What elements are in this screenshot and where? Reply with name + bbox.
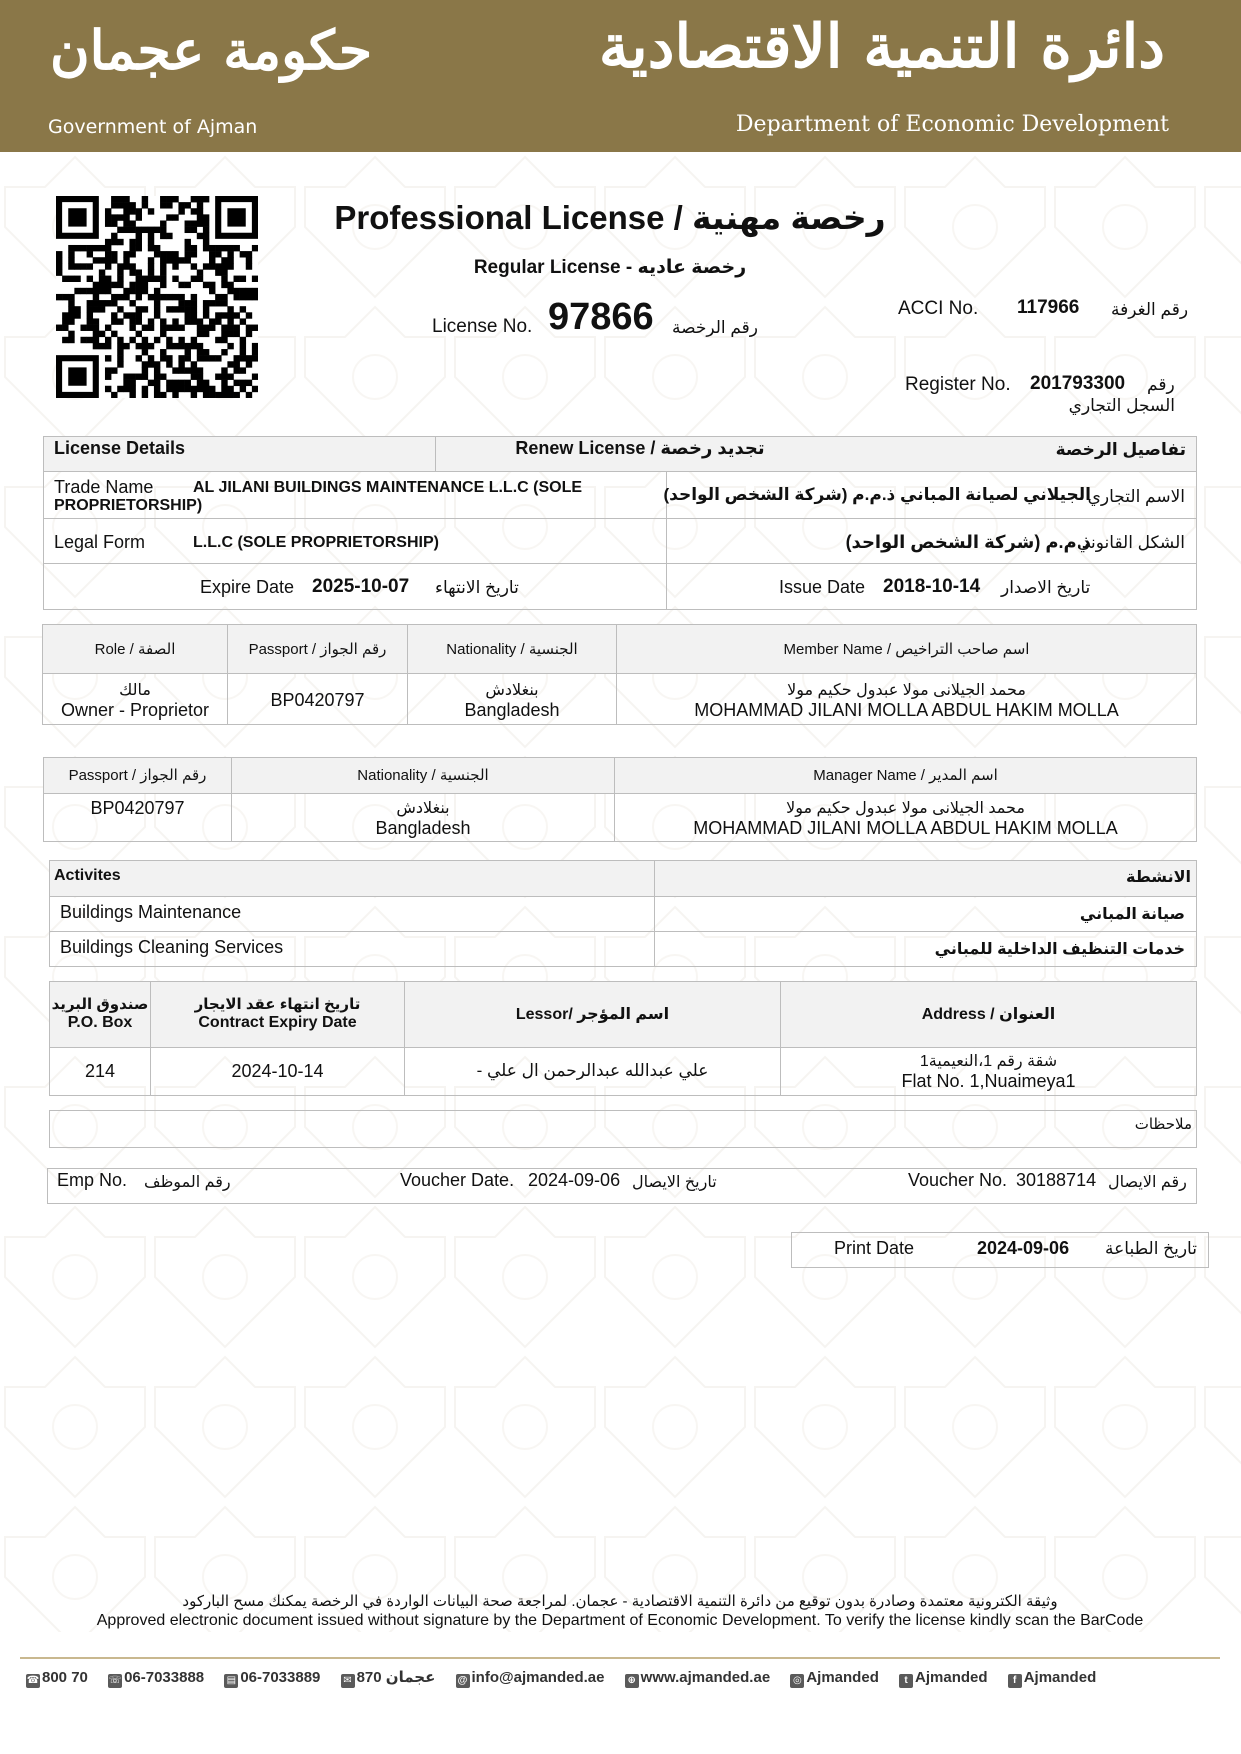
member-passport: BP0420797 xyxy=(270,690,365,710)
lease-header-expiry-en: Contract Expiry Date xyxy=(198,1014,357,1031)
trade-name-value-en-1: AL JILANI BUILDINGS MAINTENANCE L.L.C (SOLE xyxy=(193,479,583,496)
footer-mailbox: ✉ 870 عجمان xyxy=(341,1669,436,1686)
trade-name-label: Trade Name xyxy=(54,477,154,497)
lease-header-lessor: Lessor/ اسم المؤجر xyxy=(515,1006,670,1023)
lease-address-ar: شقة رقم 1،النعيمية1 xyxy=(919,1053,1058,1070)
members-header-nationality: Nationality / الجنسية xyxy=(446,641,578,658)
expire-date-value: 2025-10-07 xyxy=(312,576,410,597)
footer-website[interactable]: ⊕ www.ajmanded.ae xyxy=(625,1669,771,1686)
telephone-icon: ☏ xyxy=(108,1675,122,1686)
notes-label: ملاحظات xyxy=(1134,1116,1192,1133)
dept-logo-arabic: دائرة التنمية الاقتصادية xyxy=(598,12,1165,82)
lease-header-pobox-en: P.O. Box xyxy=(67,1014,133,1031)
register-label-ar-1: رقم xyxy=(1147,375,1175,394)
print-date-label: Print Date xyxy=(834,1238,915,1258)
lease-header-expiry-ar: تاريخ انتهاء عقد الايجار xyxy=(194,996,361,1013)
activities-title: Activites xyxy=(54,867,121,884)
member-role-ar: مالك xyxy=(119,682,151,699)
phone-icon: ☎ xyxy=(26,1675,40,1686)
member-nationality-ar: بنغلادش xyxy=(485,682,539,699)
email-icon: @ xyxy=(456,1674,470,1688)
activity-item-ar: خدمات التنظيف الداخلية للمباني xyxy=(934,941,1185,958)
footer-email[interactable]: @ info@ajmanded.ae xyxy=(456,1669,605,1686)
print-date-value: 2024-09-06 xyxy=(977,1238,1070,1258)
legal-form-label-ar: الشكل القانوني xyxy=(1076,533,1185,552)
license-details-title: License Details xyxy=(54,438,186,458)
lease-address-en: Flat No. 1,Nuaimeya1 xyxy=(901,1071,1076,1091)
renew-license-label: Renew License / تجديد رخصة xyxy=(515,438,765,458)
legal-form-value-ar: ذ.م.م (شركة الشخص الواحد) xyxy=(845,532,1091,552)
footer-twitter[interactable]: t Ajmanded xyxy=(899,1669,988,1686)
member-role-en: Owner - Proprietor xyxy=(60,700,210,720)
license-no-label: License No. xyxy=(432,316,533,337)
lease-header-address: Address / العنوان xyxy=(921,1006,1056,1023)
lease-pobox: 214 xyxy=(84,1061,116,1081)
lease-lessor: - علي عبدالله عبدالرحمن ال علي xyxy=(476,1061,709,1080)
header-banner xyxy=(0,0,1241,152)
globe-icon: ⊕ xyxy=(625,1674,639,1688)
manager-name-ar: محمد الجيلانى مولا عبدول حكيم مولا xyxy=(786,800,1025,817)
license-no-label-ar: رقم الرخصة xyxy=(672,318,759,337)
manager-nationality-ar: بنغلادش xyxy=(396,800,450,817)
voucher-date-value: 2024-09-06 xyxy=(528,1170,621,1190)
members-header-passport: Passport / رقم الجواز xyxy=(248,641,387,658)
qr-code[interactable] xyxy=(56,196,258,398)
acci-label-ar: رقم الغرفة xyxy=(1111,300,1189,319)
license-type: Regular License - رخصة عاديه xyxy=(473,257,747,278)
footer-instagram[interactable]: ◎ Ajmanded xyxy=(790,1669,879,1686)
member-nationality-en: Bangladesh xyxy=(464,700,560,720)
expire-date-label-ar: تاريخ الانتهاء xyxy=(435,578,519,597)
acci-label: ACCI No. xyxy=(898,298,979,319)
instagram-icon: ◎ xyxy=(790,1674,804,1688)
member-name-ar: محمد الجيلانى مولا عبدول حكيم مولا xyxy=(787,682,1026,699)
page-title: Professional License / رخصة مهنية xyxy=(334,199,886,236)
disclaimer-arabic: وثيقة الكترونية معتمدة وصادرة بدون توقيع من دائرة التنمية الاقتصادية - عجمان. لمراجعة صحة البيانات الواردة في الرخصة يمكنك مسح الباركود xyxy=(182,1593,1058,1610)
managers-header-name: Manager Name / اسم المدير xyxy=(813,767,998,784)
register-label: Register No. xyxy=(905,374,1011,395)
notes-box xyxy=(49,1110,1197,1148)
members-header-name: Member Name / اسم صاحب التراخيص xyxy=(783,641,1030,658)
footer-telephone[interactable]: ☏ 06-7033888 xyxy=(108,1669,205,1686)
disclaimer-english: Approved electronic document issued without signature by the Department of Economic Development. To verify the license kindly scan the BarCode xyxy=(96,1612,1144,1629)
emp-no-label-ar: رقم الموظف xyxy=(144,1174,231,1191)
lease-expiry: 2024-10-14 xyxy=(231,1061,324,1081)
facebook-icon: f xyxy=(1008,1674,1022,1688)
activities-header xyxy=(50,861,1196,896)
register-label-ar-2: السجل التجاري xyxy=(1068,396,1175,415)
voucher-no-label-ar: رقم الايصال xyxy=(1108,1174,1187,1191)
fax-icon: ▤ xyxy=(224,1674,238,1688)
emp-no-label: Emp No. xyxy=(57,1170,128,1190)
footer-phone[interactable]: ☎ 800 70 xyxy=(26,1669,88,1686)
footer-contacts xyxy=(26,1668,1221,1688)
member-name-en: MOHAMMAD JILANI MOLLA ABDUL HAKIM MOLLA xyxy=(694,700,1119,720)
acci-value: 117966 xyxy=(1017,297,1080,318)
manager-passport: BP0420797 xyxy=(90,798,185,818)
manager-name-en: MOHAMMAD JILANI MOLLA ABDUL HAKIM MOLLA xyxy=(693,818,1118,838)
footer-facebook[interactable]: f Ajmanded xyxy=(1008,1669,1097,1686)
license-no-value: 97866 xyxy=(548,296,654,338)
dept-logo-english: Department of Economic Development xyxy=(735,112,1169,137)
trade-name-label-ar: الاسم التجاري xyxy=(1087,487,1185,506)
twitter-icon: t xyxy=(899,1674,913,1688)
mailbox-icon: ✉ xyxy=(341,1674,355,1688)
trade-name-value-ar: الجيلاني لصيانة المباني ذ.م.م (شركة الشخص الواحد) xyxy=(663,485,1091,504)
voucher-no-value: 30188714 xyxy=(1016,1170,1097,1190)
activities-title-ar: الانشطة xyxy=(1126,869,1191,886)
voucher-date-label-ar: تاريخ الايصال xyxy=(632,1174,717,1191)
voucher-date-label: Voucher Date. xyxy=(400,1170,515,1190)
print-date-label-ar: تاريخ الطباعة xyxy=(1105,1239,1197,1258)
managers-header-nationality: Nationality / الجنسية xyxy=(357,767,489,784)
lease-header-pobox-ar: صندوق البريد xyxy=(51,996,149,1013)
footer-divider xyxy=(20,1657,1220,1659)
license-details-title-ar: تفاصيل الرخصة xyxy=(1055,440,1186,459)
issue-date-label: Issue Date xyxy=(779,577,866,597)
managers-header-passport: Passport / رقم الجواز xyxy=(68,767,207,784)
expire-date-label: Expire Date xyxy=(200,577,295,597)
manager-nationality-en: Bangladesh xyxy=(375,818,471,838)
trade-name-value-en-2: PROPRIETORSHIP) xyxy=(54,497,203,514)
activity-item-ar: صيانة المباني xyxy=(1079,906,1185,923)
footer-fax[interactable]: ▤ 06-7033889 xyxy=(224,1669,320,1686)
issue-date-value: 2018-10-14 xyxy=(883,576,981,597)
voucher-no-label: Voucher No. xyxy=(908,1170,1008,1190)
legal-form-label: Legal Form xyxy=(54,532,146,552)
register-value: 201793300 xyxy=(1030,373,1126,394)
members-header-role: Role / الصفة xyxy=(94,641,176,658)
legal-form-value-en: L.L.C (SOLE PROPRIETORSHIP) xyxy=(193,534,439,551)
activity-item-en: Buildings Maintenance xyxy=(60,902,242,922)
activity-item-en: Buildings Cleaning Services xyxy=(60,937,284,957)
gov-logo-english: Government of Ajman xyxy=(48,116,258,138)
gov-logo-arabic: حكومة عجمان xyxy=(50,18,373,82)
issue-date-label-ar: تاريخ الاصدار xyxy=(1001,578,1091,597)
